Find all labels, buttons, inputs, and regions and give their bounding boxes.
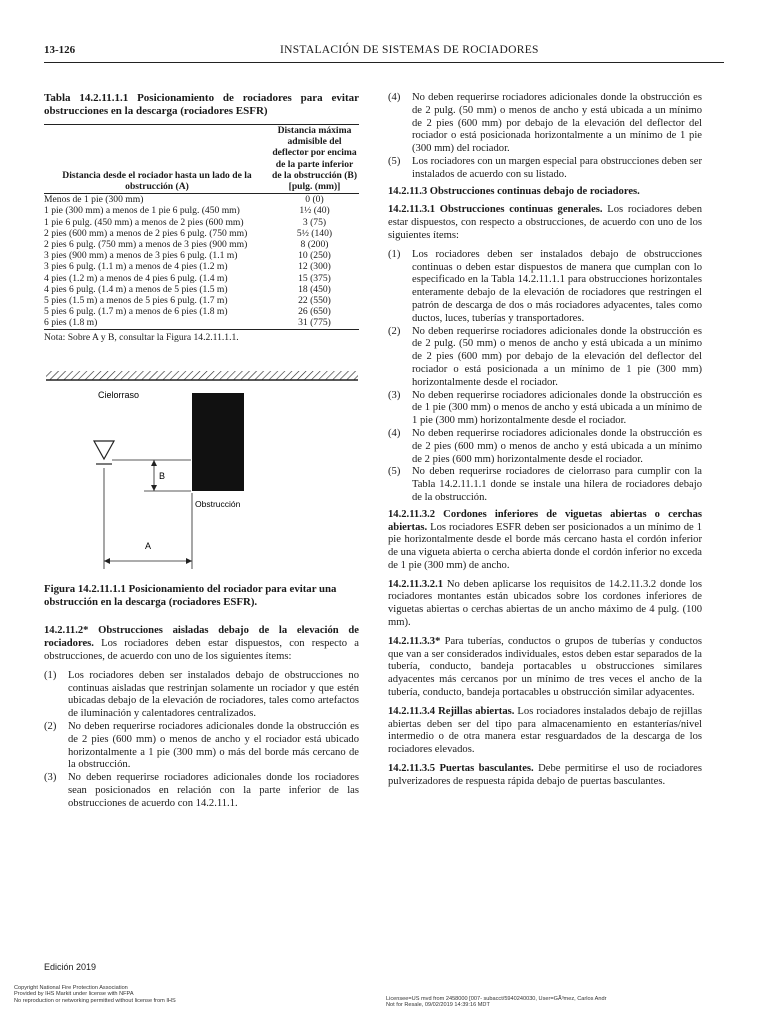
list-item	[388, 326, 702, 390]
table-row	[44, 261, 359, 272]
list-item-text: No deben requerirse rociadores adicionales donde la obstrucción es de 2 pies (600 mm) o menos de ancho y el rociador está ubicado horizontalmente a 1 pie (300 mm) o más del borde más cercano de la obstrucción.	[68, 721, 359, 771]
table-caption: Tabla 14.2.11.1.1 Posicionamiento de rociadores para evitar obstrucciones en la descarga (rociadores ESFR)	[44, 92, 359, 117]
section-14-2-11-3-2	[388, 509, 702, 573]
section-text: No deben aplicarse los requisitos de 14.2.11.3.2 donde los rociadores montantes están ubicados sobre los cordones inferiores de viguetas abiertas o cerchas abiertas de un ancho máximo de 4 pulg. (100 mm).	[388, 578, 702, 629]
running-title: INSTALACIÓN DE SISTEMAS DE ROCIADORES	[280, 44, 539, 56]
list-item-text: No deben requerirse rociadores adicionales donde la obstrucción es de 2 pulg. (50 mm) o menos de ancho y está ubicada a un mínimo de 2 pies (600 mm) por debajo de la elevación del deflector del rociador o está posicionada a un mínimo de 1 pie (300 mm) horizontalmente desde el rociador.	[412, 325, 702, 388]
section-heading: 14.2.11.3 Obstrucciones continuas debajo de rociadores.	[388, 185, 640, 197]
max-distance-cell: 3 (75)	[302, 216, 327, 228]
distance-cell: 1 pie 6 pulg. (450 mm) a menos de 2 pies (600 mm)	[44, 216, 244, 228]
list-item-text: No deben requerirse rociadores adicionales donde la obstrucción es de 2 pies (600 mm) o menos de ancho y está ubicada a un mínimo de 2 pies (600 mm) horizontalmente desde el rociador.	[412, 427, 702, 465]
list-item-number: (1)	[44, 669, 57, 681]
section-text: Los rociadores ESFR deben ser posicionados a un mínimo de 1 pie horizontalmente desde el borde más cercano hasta el cordón inferior de una vigueta abierta o cercha abierta donde el cordón inferior no exceda de 1 pie (300 mm) de ancho.	[388, 521, 702, 571]
left-column	[44, 92, 359, 811]
distance-cell: 5 pies (1.5 m) a menos de 5 pies 6 pulg. (1.7 m)	[44, 295, 228, 307]
list-item-number: (2)	[44, 721, 57, 733]
list-item-number: (3)	[388, 389, 401, 401]
max-distance-cell: 1½ (40)	[299, 205, 330, 217]
list-item-text: Los rociadores deben ser instalados debajo de obstrucciones no continuas aisladas que restrinjan solamente un rociador y que estén ubicadas debajo de la elevación de rociadores, tales como artefactos de iluminación y calentadores centralizados.	[68, 669, 359, 720]
section-heading: 14.2.11.3.5 Puertas basculantes.	[388, 763, 534, 775]
table-row	[44, 273, 359, 284]
license-line: Not for Resale, 09/02/2019 14:39:16 MDT	[386, 1002, 490, 1009]
list-item-text: No deben requerirse rociadores adicionales donde la obstrucción es de 2 pulg. (50 mm) o menos de ancho y está ubicada a un mínimo de 2 pies (600 mm) por debajo de la elevación del deflector del rociador o está posicionada horizontalmente a un mínimo de 1 pie (300 mm) del rociador.	[412, 92, 702, 155]
page-number: 13-126	[44, 44, 76, 56]
copyright-line: No reproduction or networking permitted without license from IHS	[14, 997, 176, 1004]
table-header-distance: Distancia desde el rociador hasta un lado de la obstrucción (A)	[62, 169, 252, 193]
list-item-text: Los rociadores deben ser instalados debajo de obstrucciones continuas o deben estar dispuestos de manera que cumplan con lo especificado en la Tabla 14.2.11.1.1 para obstrucciones horizontales enteramente debajo de la elevación de rociadores que restringen el patrón de descarga de dos o más rociadores adyacentes, tales como ductos, luces, tuberías y transportadores.	[412, 248, 702, 324]
list-item	[388, 390, 702, 428]
distance-cell: Menos de 1 pie (300 mm)	[44, 194, 144, 206]
section-intro: Los rociadores deben estar dispuestos, con respecto a obstrucciones, de acuerdo con uno de los siguientes ítems:	[388, 204, 702, 241]
section-heading: 14.2.11.3.2 Cordones inferiores de viguetas abiertas o cerchas abiertas.	[388, 508, 702, 533]
list-item	[388, 249, 702, 326]
copyright-line: Provided by IHS Markit under license with NFPA	[14, 991, 134, 998]
right-column	[388, 92, 702, 795]
table-row	[44, 317, 359, 329]
list-item-number: (4)	[388, 92, 401, 103]
item-list-continued	[388, 92, 702, 182]
max-distance-cell: 18 (450)	[298, 283, 331, 295]
section-text: Para tuberías, conductos o grupos de tuberías y conductos que van a ser considerados individuales, estos deben estar separados de la tubería, conducto, bandeja portacables u obstrucciones similares adyacentes más cercanos por un mínimo de tres veces el ancho de la tubería, conducto, bandeja portacables u obstrucción similar adyacentes.	[388, 635, 702, 699]
section-14-2-11-3-4	[388, 706, 702, 757]
distance-cell: 2 pies (600 mm) a menos de 2 pies 6 pulg. (750 mm)	[44, 227, 248, 239]
sprinkler-obstruction-diagram	[44, 371, 359, 571]
list-item-number: (5)	[388, 466, 401, 478]
max-distance-cell: 15 (375)	[298, 272, 331, 284]
section-text: Debe permitirse el uso de rociadores pulverizadores de respuesta rápida debajo de puertas basculantes.	[388, 763, 702, 787]
list-item-number: (4)	[388, 427, 401, 439]
section-14-2-11-3	[388, 186, 702, 199]
list-item	[388, 156, 702, 182]
table-row	[44, 228, 359, 239]
max-distance-cell: 31 (775)	[298, 317, 331, 329]
section-heading: 14.2.11.3.1 Obstrucciones continuas generales.	[388, 204, 603, 216]
max-distance-cell: 5½ (140)	[296, 227, 333, 239]
section-intro: Los rociadores deben estar dispuestos, con respecto a obstrucciones, de acuerdo con uno de los siguientes ítems:	[44, 638, 359, 663]
table-row	[44, 295, 359, 306]
distance-cell: 3 pies (900 mm) a menos de 3 pies 6 pulg. (1.1 m)	[44, 250, 238, 262]
distance-cell: 5 pies 6 pulg. (1.7 m) a menos de 6 pies (1.8 m)	[44, 306, 228, 318]
list-item	[44, 670, 359, 721]
distance-cell: 3 pies 6 pulg. (1.1 m) a menos de 4 pies (1.2 m)	[44, 261, 228, 273]
obstruction-label: Obstrucción	[195, 499, 241, 510]
section-heading: 14.2.11.3.4 Rejillas abiertas.	[388, 705, 515, 717]
copyright-notice	[14, 985, 176, 1004]
list-item-number: (3)	[44, 772, 57, 784]
dimension-b-label: B	[159, 471, 166, 482]
max-distance-cell: 26 (650)	[298, 306, 331, 318]
list-item-text: Los rociadores con un margen especial para obstrucciones deben ser instalados de acuerdo con su listado.	[412, 155, 702, 180]
item-list	[44, 670, 359, 811]
list-item-text: No deben requerirse rociadores adicionales donde la obstrucción es de 1 pie (300 mm) o menos de ancho y está ubicada a un mínimo de 1 pie (300 mm) horizontalmente desde el rociador.	[412, 389, 702, 427]
dimension-a-label: A	[145, 541, 152, 552]
list-item-number: (2)	[388, 325, 401, 337]
max-distance-cell: 0 (0)	[305, 194, 324, 206]
section-heading: 14.2.11.3.3*	[388, 635, 441, 647]
header-rule	[44, 62, 724, 63]
list-item	[44, 772, 359, 810]
max-distance-cell: 8 (200)	[300, 239, 329, 251]
table-row	[44, 306, 359, 317]
dimension-a-arrow-right	[186, 558, 192, 564]
positioning-table	[44, 124, 359, 330]
ceiling-label: Cielorraso	[98, 390, 140, 401]
obstruction-block	[192, 393, 244, 491]
section-text: Los rociadores instalados debajo de rejillas abiertas deben ser del tipo para almacenamiento en estanterías/nivel intermedio o de otra manera estar resguardados de la descarga de los rociadores elevados.	[388, 705, 702, 756]
section-14-2-11-2	[44, 625, 359, 663]
dimension-b-arrow-top	[151, 460, 157, 466]
table-row	[44, 205, 359, 216]
table-row	[44, 284, 359, 295]
copyright-line: Copyright National Fire Protection Association	[14, 985, 128, 991]
table-row	[44, 250, 359, 261]
list-item-number: (5)	[388, 155, 401, 167]
list-item-text: No deben requerirse rociadores adicionales donde los rociadores sean posicionados en relación con la parte inferior de las obstrucciones de acuerdo con 14.2.11.1.	[68, 772, 359, 809]
license-notice	[386, 996, 606, 1009]
dimension-a-arrow-left	[104, 558, 110, 564]
distance-cell: 6 pies (1.8 m)	[44, 317, 98, 329]
table-note: Nota: Sobre A y B, consultar la Figura 14.2.11.1.1.	[44, 331, 239, 343]
section-heading: 14.2.11.2* Obstrucciones aisladas debajo de la elevación de rociadores.	[44, 625, 359, 650]
distance-cell: 4 pies (1.2 m) a menos de 4 pies 6 pulg. (1.4 m)	[44, 272, 228, 284]
max-distance-cell: 12 (300)	[298, 261, 331, 273]
dimension-b-arrow-bottom	[151, 485, 157, 491]
section-14-2-11-3-2-1	[388, 579, 702, 630]
table-header-max-distance: Distancia máxima admisible del deflector por encima de la parte inferior de la obstrucción (B) [pulg. (mm)]	[272, 125, 358, 193]
list-item-text: No deben requerirse rociadores de cielorraso para cumplir con la Tabla 14.2.11.1.1 donde se instale una hilera de rociadores debajo de la obstrucción.	[412, 466, 702, 503]
table-row	[44, 194, 359, 206]
distance-cell: 1 pie (300 mm) a menos de 1 pie 6 pulg. (450 mm)	[44, 205, 240, 217]
section-14-2-11-3-3	[388, 636, 702, 700]
sprinkler-icon	[94, 441, 114, 459]
list-item	[388, 466, 702, 504]
section-heading: 14.2.11.3.2.1	[388, 578, 444, 590]
max-distance-cell: 22 (550)	[298, 295, 331, 307]
ceiling-hatch	[46, 371, 358, 380]
section-14-2-11-3-1	[388, 204, 702, 242]
table-row	[44, 217, 359, 228]
section-14-2-11-3-5	[388, 763, 702, 789]
list-item-number: (1)	[388, 248, 401, 260]
distance-cell: 4 pies 6 pulg. (1.4 m) a menos de 5 pies (1.5 m)	[44, 283, 228, 295]
table-row	[44, 239, 359, 250]
figure-caption: Figura 14.2.11.1.1 Posicionamiento del rociador para evitar una obstrucción en la descarga (rociadores ESFR).	[44, 583, 337, 609]
list-item	[388, 428, 702, 466]
license-line: Licensee=US mvd from 2458000 [007- subacct/5940240030, User=GÃ³mez, Carlos Andr	[386, 996, 607, 1002]
distance-cell: 2 pies 6 pulg. (750 mm) a menos de 3 pies (900 mm)	[44, 239, 248, 251]
item-list	[388, 249, 702, 505]
list-item	[388, 92, 702, 156]
max-distance-cell: 10 (250)	[298, 250, 331, 262]
figure-diagram	[44, 371, 359, 571]
edition-label: Edición 2019	[44, 962, 97, 972]
list-item	[44, 721, 359, 772]
